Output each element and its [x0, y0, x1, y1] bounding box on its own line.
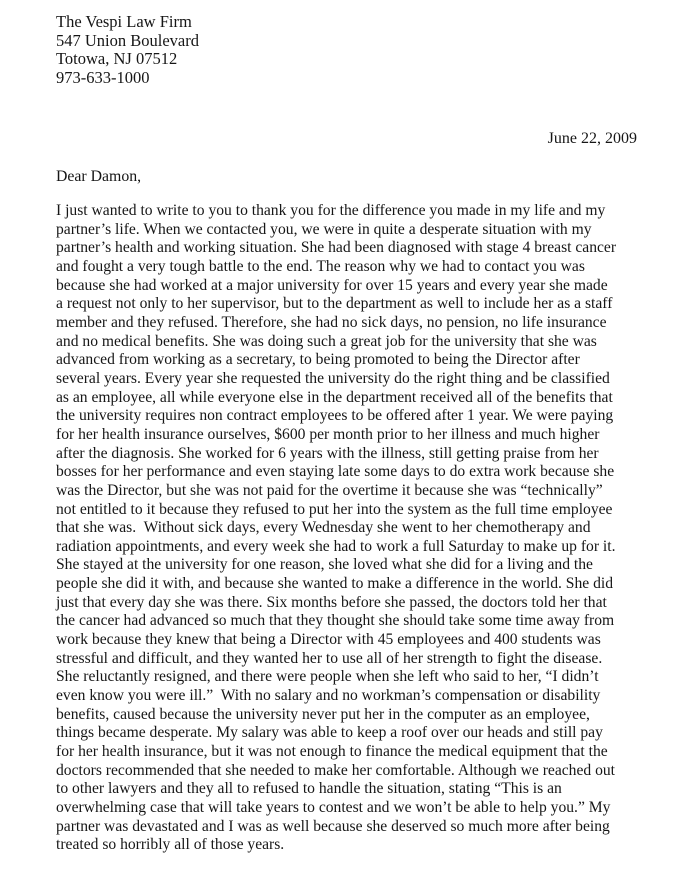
letter-line: for her health insurance, but it was not enough to finance the medical equipment that the — [56, 743, 608, 761]
letter-date: June 22, 2009 — [547, 130, 637, 147]
letter-line: I just wanted to write to you to thank you for the difference you made in my life and my — [56, 202, 606, 219]
letter-line: after the diagnosis. She worked for 6 years with the illness, still getting praise from her — [56, 444, 599, 462]
letter-line: because she had worked at a major university for over 15 years and every year she made — [56, 276, 608, 294]
firm-address-street: 547 Union Boulevard — [56, 30, 199, 50]
letter-line: She stayed at the university for one reason, she loved what she did for a living and the — [56, 556, 593, 574]
letter-line: as an employee, all while everyone else in the department received all of the benefits that — [56, 388, 613, 406]
letter-line: radiation appointments, and every week she had to work a full Saturday to make up for it. — [56, 537, 616, 555]
letter-line: the university requires non contract employees to be offered after 1 year. We were paying — [56, 407, 614, 425]
letter-line: treated so horribly all of those years. — [56, 836, 285, 854]
letter-line: the cancer had advanced so much that they thought she should take some time away from — [56, 612, 615, 630]
letter-line: to other lawyers and they all to refused to handle the situation, stating “This is an — [56, 780, 562, 798]
letter-line: She reluctantly resigned, and there were people when she left who said to her, “I didn’t — [56, 668, 599, 686]
letter-line: partner’s life. When we contacted you, we were in quite a desperate situation with my — [56, 220, 592, 238]
letter-line: for her health insurance ourselves, $600 per month prior to her illness and much higher — [56, 425, 600, 443]
firm-phone: 973-633-1000 — [56, 67, 150, 87]
letter-line: and no medical benefits. She was doing such a great job for the university that she was — [56, 332, 597, 350]
firm-name: The Vespi Law Firm — [56, 12, 192, 31]
letter-line: benefits, caused because the university never put her in the computer as an employee, — [56, 705, 590, 723]
letter-line: just that every day she was there. Six months before she passed, the doctors told her that — [56, 593, 607, 611]
salutation: Dear Damon, — [56, 168, 142, 185]
letter-line: bosses for her performance and even staying late some days to do extra work because she — [56, 463, 615, 481]
letter-line: even know you were ill.” With no salary and no workman’s compensation or disability — [56, 687, 601, 705]
letter-line: and fought a very tough battle to the end. The reason why we had to contact you was — [56, 257, 585, 275]
letter-line: member and they refused. Therefore, she had no sick days, no pension, no life insurance — [56, 313, 607, 331]
letter-line: several years. Every year she requested the university do the right thing and be classified — [56, 369, 610, 387]
letter-body — [56, 202, 662, 855]
letter-line: work because they knew that being a Director with 45 employees and 400 students was — [56, 631, 601, 649]
letterhead — [56, 13, 199, 87]
letter-line: not entitled to it because they refused to put her into the system as the full time employee — [56, 500, 613, 518]
letter-line: partner’s health and working situation. She had been diagnosed with stage 4 breast cancer — [56, 239, 617, 257]
letter-line: things became desperate. My salary was able to keep a roof over our heads and still pay — [56, 724, 603, 742]
letter-line: overwhelming case that will take years to contest and we won’t be able to help you.” My — [56, 799, 611, 816]
letter-line: was the Director, but she was not paid for the overtime it because she was “technically” — [56, 481, 603, 499]
letter-line: stressful and difficult, and they wanted her to use all of her strength to fight the disease. — [56, 649, 603, 667]
letter-line: doctors recommended that she needed to make her comfortable. Although we reached out — [56, 761, 616, 779]
firm-address-city: Totowa, NJ 07512 — [56, 49, 178, 69]
letter-line: people she did it with, and because she wanted to make a difference in the world. She did — [56, 575, 614, 593]
letter-line: that she was. Without sick days, every Wednesday she went to her chemotherapy and — [56, 519, 591, 537]
letter-line: a request not only to her supervisor, but to the department as well to include her as a staff — [56, 295, 613, 313]
letter-line: partner was devastated and I was as well because she deserved so much more after being — [56, 817, 610, 835]
letter-line: advanced from working as a secretary, to being promoted to being the Director after — [56, 351, 580, 369]
